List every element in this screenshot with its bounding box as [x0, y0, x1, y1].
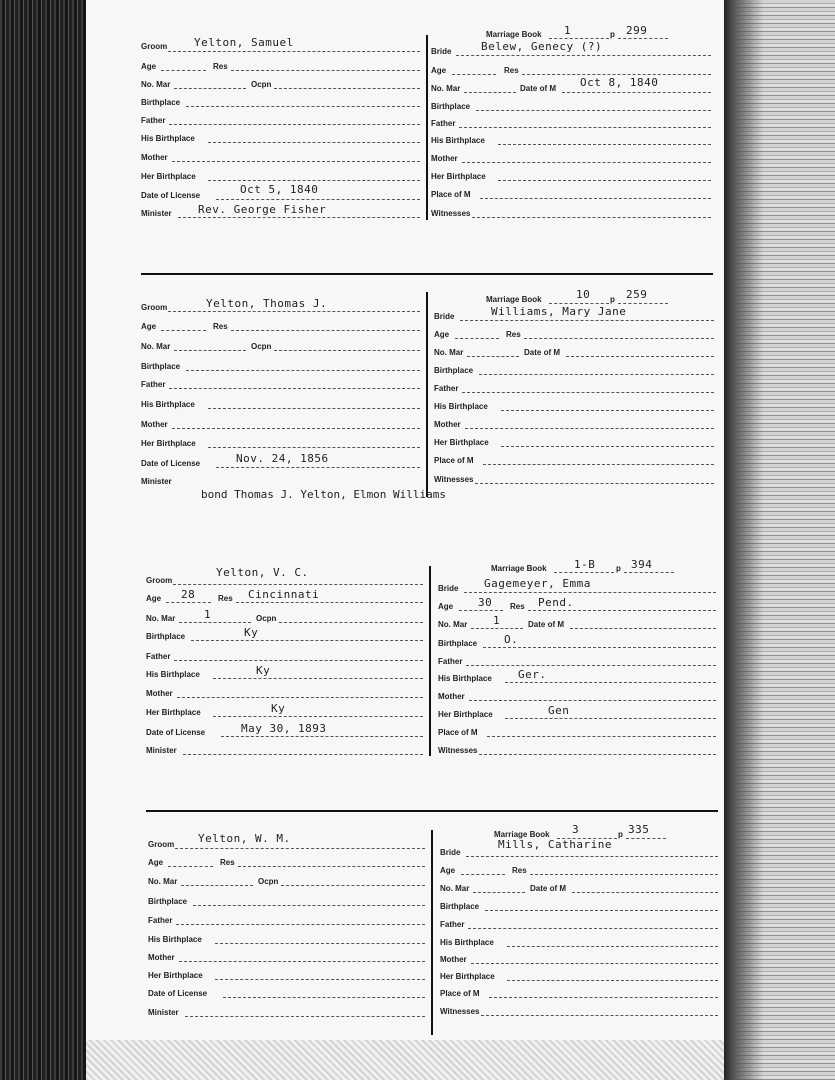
- father-label: Father: [440, 920, 465, 929]
- his-birthplace-value: Ky: [256, 664, 271, 677]
- card-divider: [431, 830, 433, 1035]
- marriage-card-2: [86, 280, 724, 548]
- no-mar-label: No. Mar: [146, 614, 176, 623]
- ocpn-label: Ocpn: [258, 877, 279, 886]
- her-birthplace-label: Her Birthplace: [431, 172, 486, 181]
- marriage-book-label: Marriage Book: [494, 830, 550, 839]
- scan-noise-bottom: [86, 1040, 724, 1080]
- marriage-book-label: Marriage Book: [491, 564, 547, 573]
- res-label: Res: [213, 62, 228, 71]
- birthplace-label: Birthplace: [431, 102, 471, 111]
- groom-name: Yelton, V. C.: [216, 566, 309, 579]
- mother-label: Mother: [434, 420, 461, 429]
- witnesses-label: Witnesses: [434, 475, 474, 484]
- birthplace-label: Birthplace: [141, 362, 181, 371]
- bond-note: bond Thomas J. Yelton, Elmon Williams: [201, 488, 447, 501]
- age-label: Age: [148, 858, 164, 867]
- his-birthplace-label: His Birthplace: [434, 402, 488, 411]
- bride-label: Bride: [440, 848, 461, 857]
- date-of-m-label: Date of M: [530, 884, 566, 893]
- marriage-book-page: 259: [626, 288, 648, 301]
- date-of-m-label: Date of M: [524, 348, 560, 357]
- minister-label: Minister: [141, 209, 172, 218]
- date-of-license-label: Date of License: [141, 191, 201, 200]
- marriage-book-number: 1: [564, 24, 572, 37]
- bride-no-mar: 1: [493, 614, 501, 627]
- birthplace-label: Birthplace: [148, 897, 188, 906]
- ocpn-label: Ocpn: [251, 342, 272, 351]
- his-birthplace-label: His Birthplace: [146, 670, 200, 679]
- his-birthplace-label: His Birthplace: [148, 935, 202, 944]
- her-birthplace-label: Her Birthplace: [146, 708, 201, 717]
- bride-name: Belew, Genecy (?): [481, 40, 603, 53]
- groom-name: Yelton, W. M.: [198, 832, 291, 845]
- no-mar-label: No. Mar: [148, 877, 178, 886]
- ocpn-label: Ocpn: [256, 614, 277, 623]
- father-label: Father: [141, 380, 166, 389]
- res-label: Res: [218, 594, 233, 603]
- bride-name: Williams, Mary Jane: [491, 305, 627, 318]
- no-mar-label: No. Mar: [440, 884, 470, 893]
- mother-label: Mother: [141, 153, 168, 162]
- page-label: p: [616, 564, 621, 573]
- date-of-license-label: Date of License: [148, 989, 208, 998]
- minister-label: Minister: [148, 1008, 179, 1017]
- marriage-card-4: [86, 812, 724, 1040]
- res-label: Res: [510, 602, 525, 611]
- mother-label: Mother: [440, 955, 467, 964]
- his-birthplace-label: His Birthplace: [440, 938, 494, 947]
- groom-name: Yelton, Samuel: [194, 36, 294, 49]
- card-bottom-rule: [141, 273, 713, 275]
- age-label: Age: [434, 330, 450, 339]
- birthplace-label: Birthplace: [434, 366, 474, 375]
- birthplace-label: Birthplace: [438, 639, 478, 648]
- no-mar-label: No. Mar: [434, 348, 464, 357]
- father-label: Father: [148, 916, 173, 925]
- scan-right-edge: [724, 0, 835, 1080]
- groom-no-mar: 1: [204, 608, 212, 621]
- no-mar-label: No. Mar: [141, 80, 171, 89]
- her-birthplace-label: Her Birthplace: [141, 439, 196, 448]
- marriage-book-page: 335: [628, 823, 650, 836]
- bride-birthplace: O.: [504, 633, 519, 646]
- bride-age: 30: [478, 596, 493, 609]
- groom-label: Groom: [148, 840, 175, 849]
- date-of-m-value: Oct 8, 1840: [580, 76, 659, 89]
- bride-label: Bride: [434, 312, 455, 321]
- her-birthplace-label: Her Birthplace: [438, 710, 493, 719]
- mother-label: Mother: [146, 689, 173, 698]
- page-label: p: [610, 295, 615, 304]
- marriage-book-number: 1-B: [574, 558, 596, 571]
- no-mar-label: No. Mar: [438, 620, 468, 629]
- date-of-license-label: Date of License: [146, 728, 206, 737]
- her-birthplace-label: Her Birthplace: [141, 172, 196, 181]
- no-mar-label: No. Mar: [431, 84, 461, 93]
- card-divider: [426, 292, 428, 497]
- res-label: Res: [512, 866, 527, 875]
- minister-label: Minister: [141, 477, 172, 486]
- father-label: Father: [431, 119, 456, 128]
- date-of-license-value: Nov. 24, 1856: [236, 452, 329, 465]
- minister-value: Rev. George Fisher: [198, 203, 327, 216]
- witnesses-label: Witnesses: [438, 746, 478, 755]
- age-label: Age: [141, 62, 157, 71]
- bride-name: Gagemeyer, Emma: [484, 577, 591, 590]
- age-label: Age: [438, 602, 454, 611]
- mother-label: Mother: [141, 420, 168, 429]
- marriage-book-number: 3: [572, 823, 580, 836]
- date-of-license-value: May 30, 1893: [241, 722, 327, 735]
- her-birthplace-label: Her Birthplace: [148, 971, 203, 980]
- date-of-m-label: Date of M: [520, 84, 556, 93]
- marriage-card-1: [86, 0, 724, 280]
- father-label: Father: [146, 652, 171, 661]
- birthplace-label: Birthplace: [440, 902, 480, 911]
- res-label: Res: [213, 322, 228, 331]
- birthplace-label: Birthplace: [146, 632, 186, 641]
- mother-label: Mother: [148, 953, 175, 962]
- groom-residence: Cincinnati: [248, 588, 320, 601]
- mother-label: Mother: [431, 154, 458, 163]
- card-divider: [429, 566, 431, 756]
- page-label: p: [618, 830, 623, 839]
- bride-label: Bride: [438, 584, 459, 593]
- res-label: Res: [504, 66, 519, 75]
- age-label: Age: [431, 66, 447, 75]
- birthplace-label: Birthplace: [141, 98, 181, 107]
- her-birthplace-label: Her Birthplace: [440, 972, 495, 981]
- witnesses-label: Witnesses: [440, 1007, 480, 1016]
- minister-label: Minister: [146, 746, 177, 755]
- mother-label: Mother: [438, 692, 465, 701]
- groom-label: Groom: [141, 42, 168, 51]
- father-label: Father: [434, 384, 459, 393]
- marriage-book-label: Marriage Book: [486, 295, 542, 304]
- marriage-card-3: [86, 548, 724, 810]
- his-birthplace-label: His Birthplace: [438, 674, 492, 683]
- age-label: Age: [440, 866, 456, 875]
- age-label: Age: [146, 594, 162, 603]
- place-of-m-label: Place of M: [431, 190, 471, 199]
- his-birthplace-label: His Birthplace: [141, 134, 195, 143]
- page-label: p: [610, 30, 615, 39]
- his-birthplace-label: His Birthplace: [141, 400, 195, 409]
- place-of-m-label: Place of M: [434, 456, 474, 465]
- date-of-license-label: Date of License: [141, 459, 201, 468]
- bride-his-birthplace: Ger.: [518, 668, 547, 681]
- ocpn-label: Ocpn: [251, 80, 272, 89]
- his-birthplace-label: His Birthplace: [431, 136, 485, 145]
- groom-age: 28: [181, 588, 196, 601]
- res-label: Res: [220, 858, 235, 867]
- father-label: Father: [438, 657, 463, 666]
- no-mar-label: No. Mar: [141, 342, 171, 351]
- place-of-m-label: Place of M: [438, 728, 478, 737]
- groom-label: Groom: [141, 303, 168, 312]
- witnesses-label: Witnesses: [431, 209, 471, 218]
- father-label: Father: [141, 116, 166, 125]
- bride-label: Bride: [431, 47, 452, 56]
- card-divider: [426, 35, 428, 220]
- bride-residence: Pend.: [538, 596, 574, 609]
- date-of-m-label: Date of M: [528, 620, 564, 629]
- marriage-book-page: 394: [631, 558, 653, 571]
- bride-name: Mills, Catharine: [498, 838, 612, 851]
- groom-name: Yelton, Thomas J.: [206, 297, 328, 310]
- scan-left-edge: [0, 0, 86, 1080]
- groom-label: Groom: [146, 576, 173, 585]
- date-of-license-value: Oct 5, 1840: [240, 183, 319, 196]
- groom-birthplace: Ky: [244, 626, 259, 639]
- marriage-book-number: 10: [576, 288, 591, 301]
- place-of-m-label: Place of M: [440, 989, 480, 998]
- bride-her-birthplace: Gen: [548, 704, 570, 717]
- her-birthplace-label: Her Birthplace: [434, 438, 489, 447]
- microfilm-page: [86, 0, 724, 1080]
- her-birthplace-value: Ky: [271, 702, 286, 715]
- marriage-book-page: 299: [626, 24, 648, 37]
- res-label: Res: [506, 330, 521, 339]
- marriage-book-label: Marriage Book: [486, 30, 542, 39]
- age-label: Age: [141, 322, 157, 331]
